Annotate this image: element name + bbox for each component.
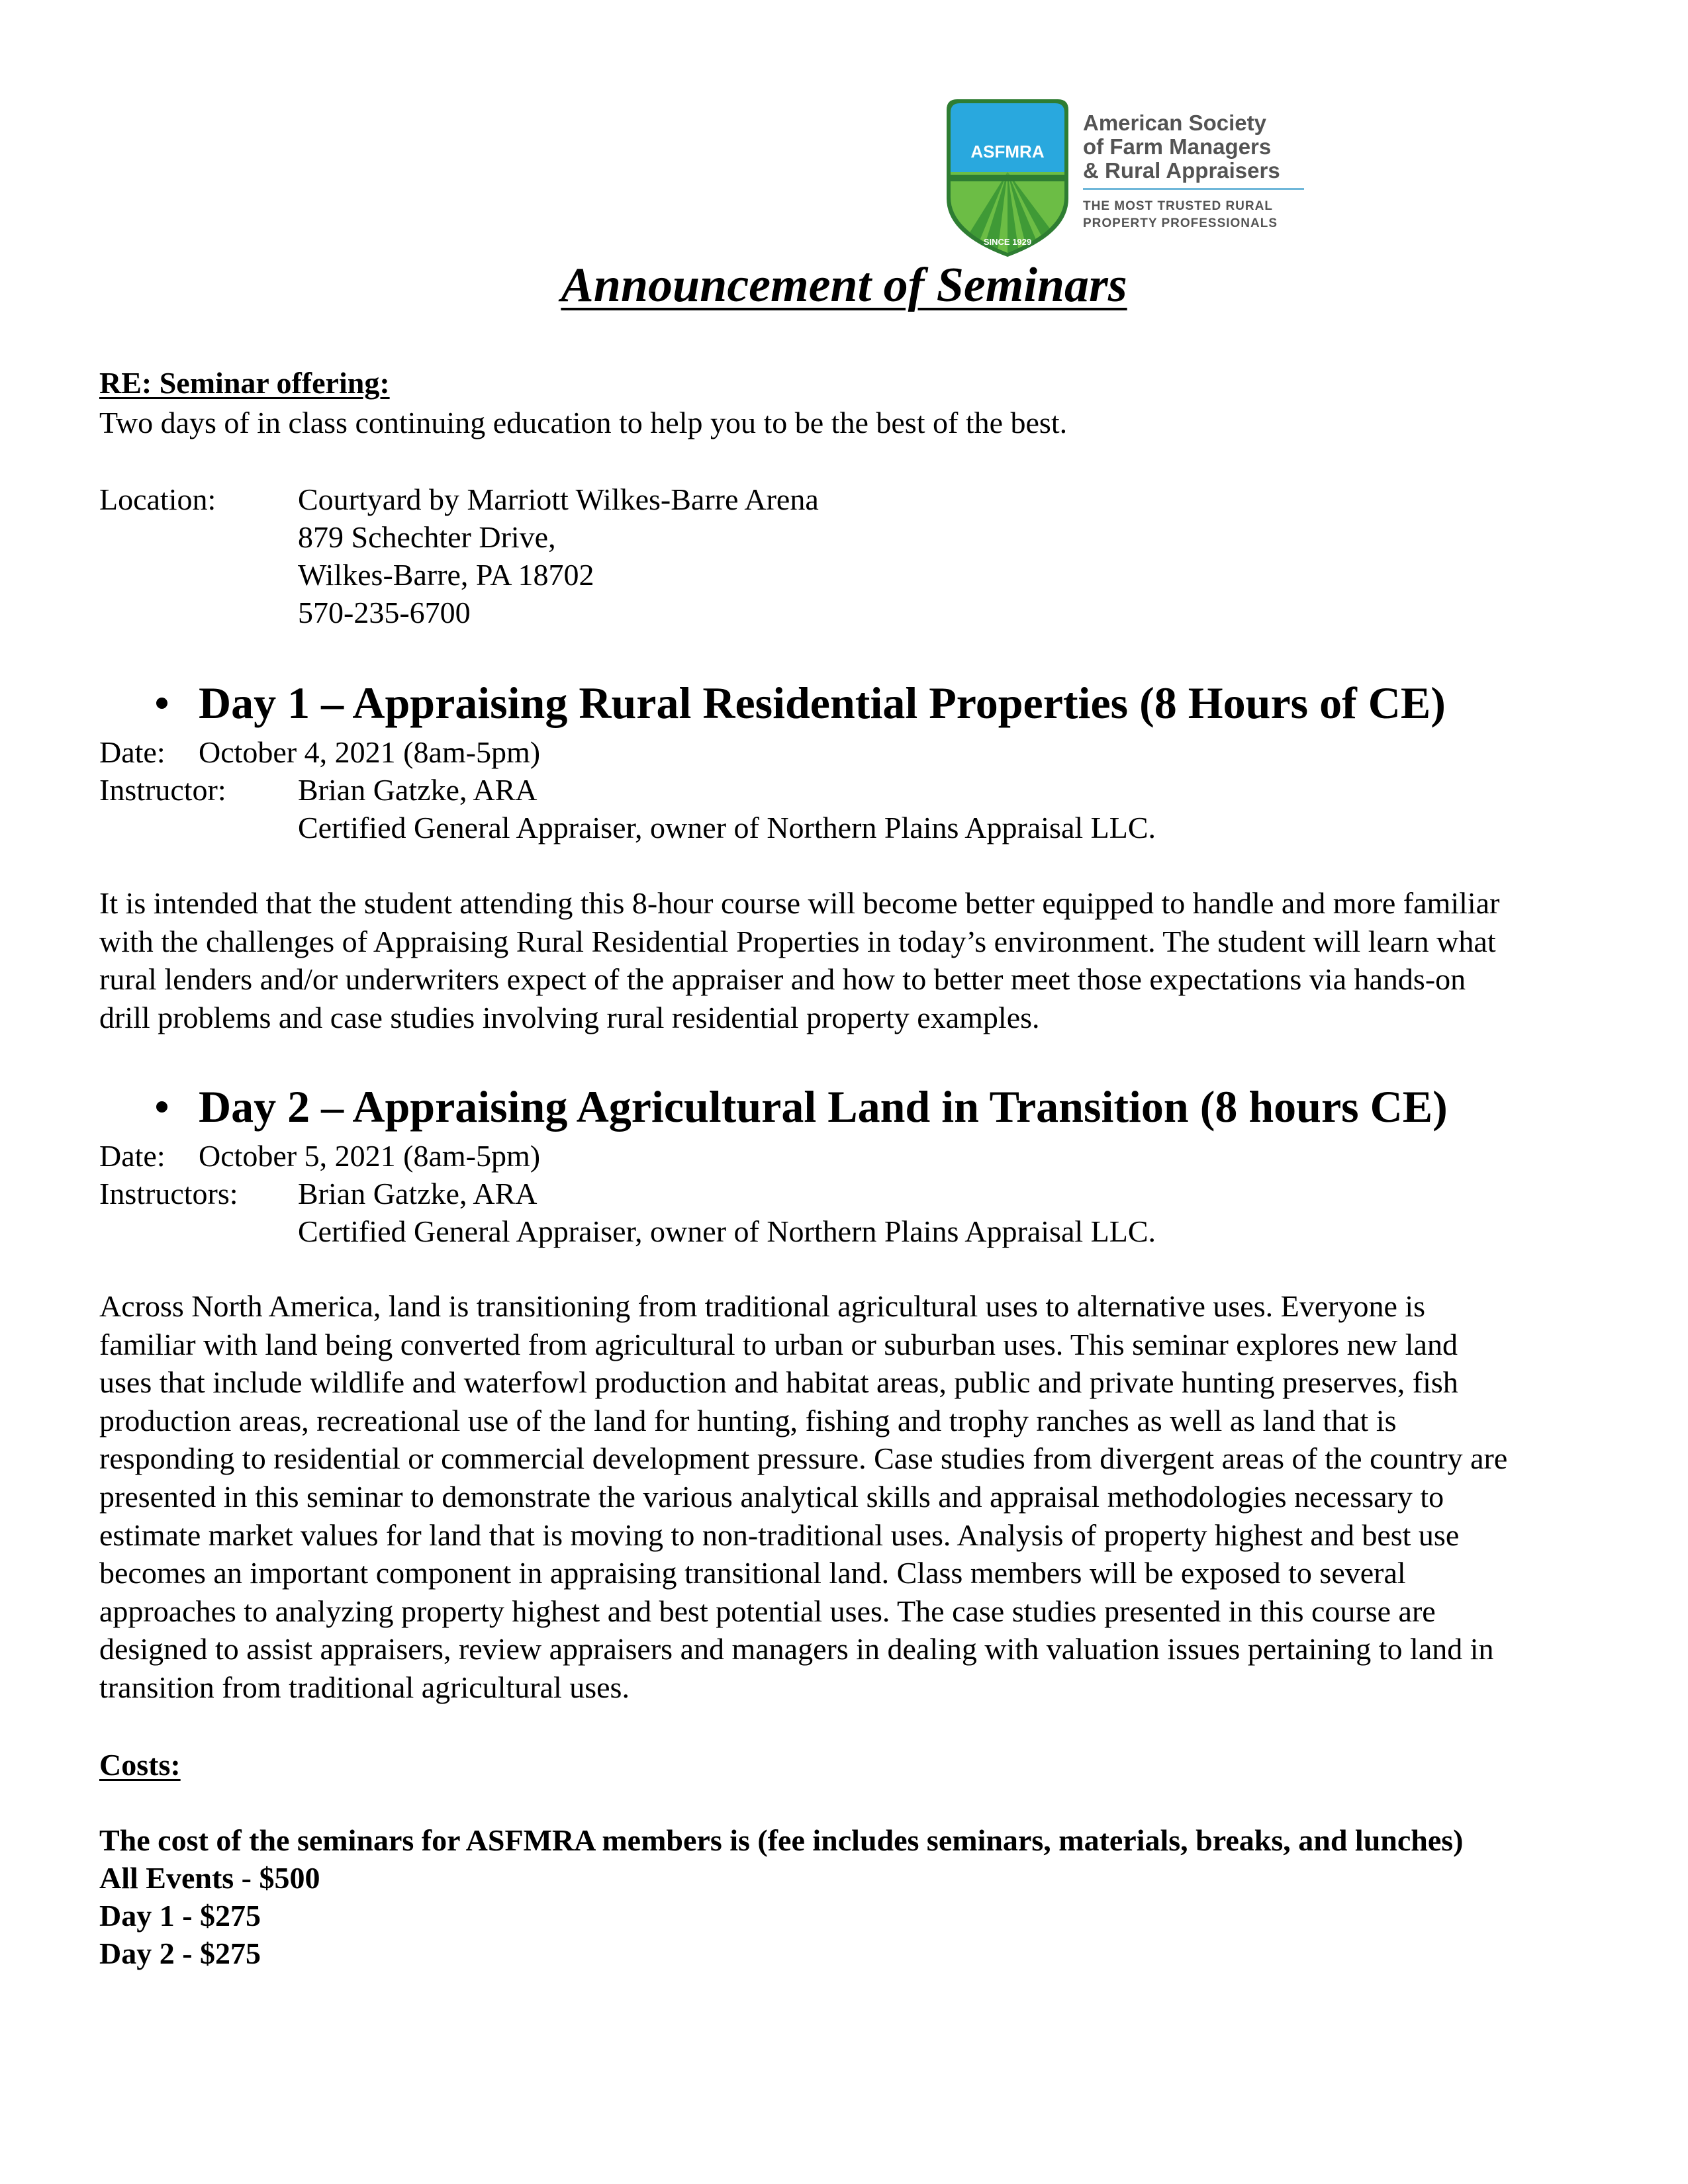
paragraph-line: presented in this seminar to demonstrate the various analytical skills and appraisal methodologies necessary to <box>99 1479 1444 1514</box>
day1-instructor: Brian Gatzke, ARA <box>298 773 538 807</box>
asfmra-logo <box>941 98 1312 258</box>
cost-item: All Events - $500 <box>99 1861 320 1895</box>
day2-instructor-label: Instructors: <box>99 1177 238 1210</box>
logo-divider <box>1083 188 1304 190</box>
location-line: 570-235-6700 <box>298 596 471 629</box>
day1-heading: Day 1 – Appraising Rural Residential Properties (8 Hours of CE) <box>199 678 1446 728</box>
day1-description <box>99 884 1499 1036</box>
re-text: Two days of in class continuing education to help you to be the best of the best. <box>99 406 1068 439</box>
location-label: Location: <box>99 482 216 516</box>
paragraph-line: drill problems and case studies involving rural residential property examples. <box>99 1000 1040 1034</box>
day1-date: October 4, 2021 (8am-5pm) <box>199 735 541 769</box>
tagline-line: PROPERTY PROFESSIONALS <box>1083 216 1278 230</box>
paragraph-line: designed to assist appraisers, review appraisers and managers in dealing with valuation issues pertaining to land in <box>99 1632 1494 1666</box>
day2-instructor: Brian Gatzke, ARA <box>298 1177 538 1210</box>
paragraph-line: production areas, recreational use of the land for hunting, fishing and trophy ranches as well as land that is <box>99 1403 1397 1437</box>
cost-item: Day 2 - $275 <box>99 1936 261 1970</box>
cost-item: Day 1 - $275 <box>99 1899 261 1933</box>
paragraph-line: transition from traditional agricultural uses. <box>99 1670 630 1704</box>
org-name-line: & Rural Appraisers <box>1083 158 1280 183</box>
paragraph-line: It is intended that the student attending this 8-hour course will become better equipped to handle and more familiar <box>99 886 1500 920</box>
paragraph-line: estimate market values for land that is moving to non-traditional uses. Analysis of property highest and best use <box>99 1518 1460 1552</box>
paragraph-line: with the challenges of Appraising Rural Residential Properties in today’s environment. The student will learn what <box>99 924 1496 958</box>
badge-text: ASFMRA <box>970 142 1045 161</box>
paragraph-line: uses that include wildlife and waterfowl production and habitat areas, public and private hunting preserves, fish <box>99 1365 1458 1400</box>
paragraph-line: rural lenders and/or underwriters expect of the appraiser and how to better meet those expectations via hands-on <box>99 962 1466 997</box>
day2-heading: Day 2 – Appraising Agricultural Land in Transition (8 hours CE) <box>199 1081 1448 1132</box>
costs-intro: The cost of the seminars for ASFMRA members is (fee includes seminars, materials, breaks, and lunches) <box>99 1823 1464 1857</box>
paragraph-line: Across North America, land is transitioning from traditional agricultural uses to alternative uses. Everyone is <box>99 1289 1426 1323</box>
paragraph-line: approaches to analyzing property highest and best potential uses. The case studies presented in this course are <box>99 1594 1436 1628</box>
day2-credentials: Certified General Appraiser, owner of Northern Plains Appraisal LLC. <box>298 1214 1156 1248</box>
day1-date-label: Date: <box>99 735 165 769</box>
since-text: SINCE 1929 <box>983 237 1032 247</box>
org-name-line: American Society <box>1083 111 1266 135</box>
asfmra-shield-icon <box>941 98 1074 258</box>
day2-description <box>99 1287 1507 1707</box>
location-line: 879 Schechter Drive, <box>298 520 556 554</box>
location-line: Courtyard by Marriott Wilkes-Barre Arena <box>298 482 819 516</box>
day1-instructor-label: Instructor: <box>99 773 226 807</box>
tagline-line: THE MOST TRUSTED RURAL <box>1083 199 1273 213</box>
day2-date-label: Date: <box>99 1139 165 1173</box>
paragraph-line: becomes an important component in appraising transitional land. Class members will be exposed to several <box>99 1556 1406 1590</box>
day1-credentials: Certified General Appraiser, owner of Northern Plains Appraisal LLC. <box>298 811 1156 844</box>
paragraph-line: responding to residential or commercial development pressure. Case studies from divergent areas of the country are <box>99 1441 1508 1476</box>
location-line: Wilkes-Barre, PA 18702 <box>298 558 594 592</box>
paragraph-line: familiar with land being converted from agricultural to urban or suburban uses. This seminar explores new land <box>99 1327 1458 1361</box>
bullet-icon <box>156 698 167 709</box>
re-heading: RE: Seminar offering: <box>99 366 390 400</box>
page-title: Announcement of Seminars <box>561 258 1127 312</box>
org-name-line: of Farm Managers <box>1083 134 1272 159</box>
costs-heading: Costs: <box>99 1748 181 1782</box>
bullet-icon <box>156 1101 167 1113</box>
day2-date: October 5, 2021 (8am-5pm) <box>199 1139 541 1173</box>
